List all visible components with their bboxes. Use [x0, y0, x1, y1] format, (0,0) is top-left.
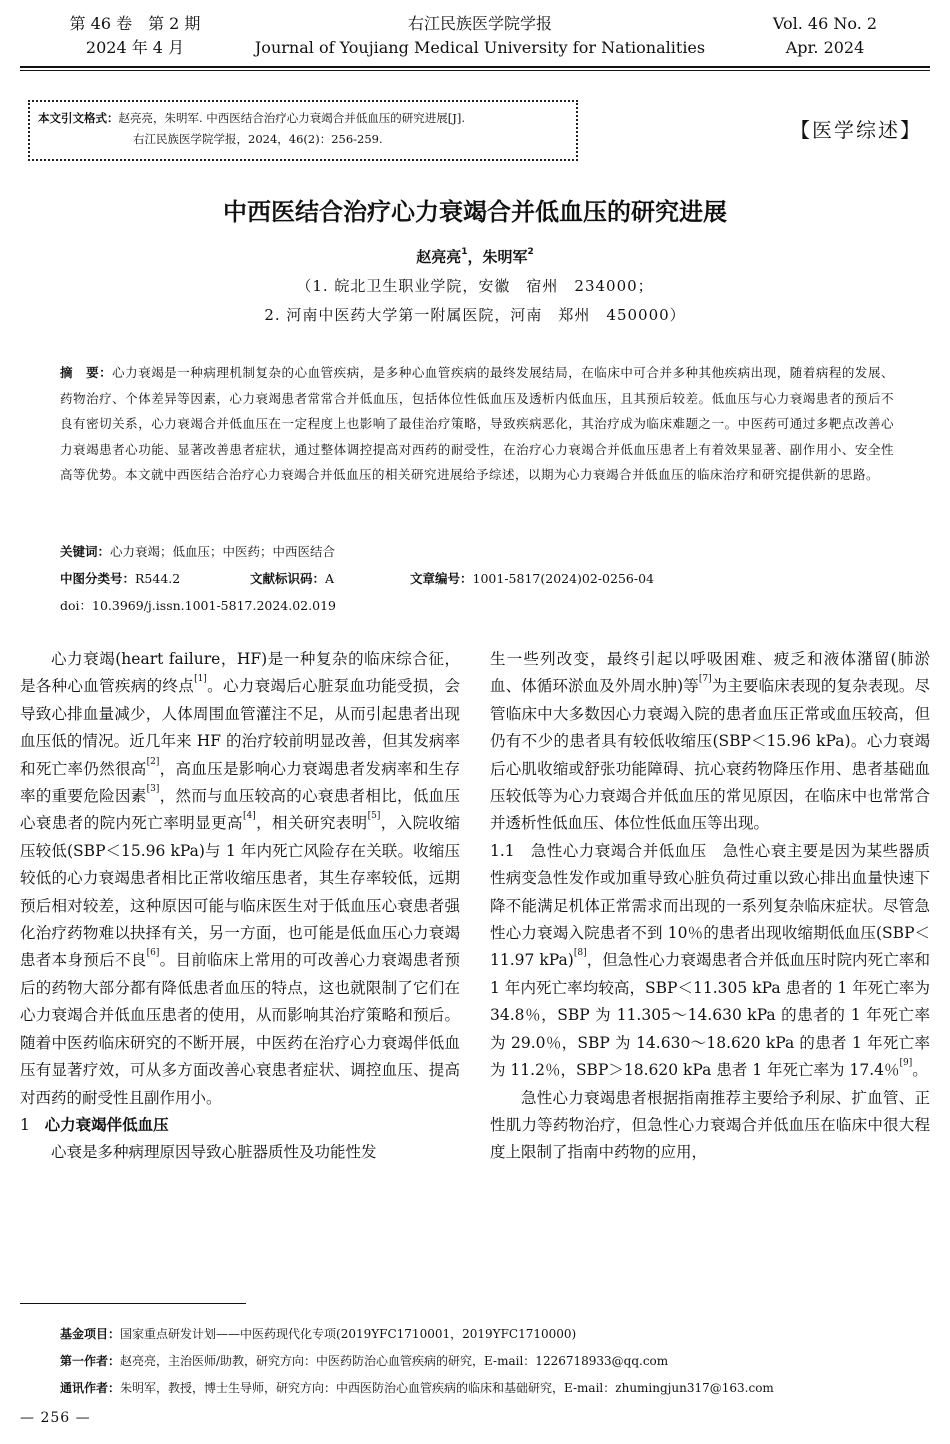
text-span: ，高血压是影响心力衰竭患者发病率和生存率的重要危险因素 — [20, 759, 460, 806]
body-column-right — [490, 646, 930, 1167]
article-no-label: 文章编号： — [410, 571, 473, 586]
ref-3[interactable]: [3] — [146, 784, 160, 795]
corresponding-author-text: 朱明军，教授，博士生导师，研究方向：中西医防治心血管疾病的临床和基础研究，E-mail：zhumingjun317@163.com — [120, 1381, 774, 1395]
doc-code-label: 文献标识码： — [250, 571, 326, 586]
text-span: 。心力衰竭后心脏泵血功能受损，会导致心排血量减少，人体周围血管灌注不足，从而引起患者出现血压低的情况。近几年来 HF 的治疗较前明显改善，但其发病率和死亡率仍然很高 — [20, 677, 460, 778]
author-sep: ， — [467, 248, 483, 266]
paragraph-section-1-1 — [490, 838, 930, 1085]
section-heading-1 — [20, 1112, 460, 1139]
header-rule-thin — [20, 70, 930, 71]
classification-line — [60, 569, 654, 587]
doc-code-value: A — [325, 571, 335, 586]
header-rule-thick — [20, 66, 930, 68]
date-cn: 2024 年 4 月 — [85, 38, 185, 57]
doi: doi：10.3969/j.issn.1001-5817.2024.02.019 — [60, 598, 336, 613]
text-span: ，相关研究表明 — [255, 814, 368, 833]
citation-label: 本文引文格式： — [38, 111, 119, 125]
text-span: ，但急性心力衰竭患者合并低血压时院内死亡率和 1 年内死亡率均较高，SBP＜11.305 kPa 患者的 1 年死亡率为 34.8％，SBP 为 11.305～14.630 kPa 的患者的 1 年死亡率为 29.0％，SBP 为 14.630～18.620 kPa 的患者 1 年死亡率为 11.2％，SBP＞18.620 kPa 患者 1 年死亡率为 17.4％ — [490, 951, 930, 1080]
text-span: 心力衰竭(heart failure，HF)是一种复杂的临床综合征，是各种心血管疾病的终点 — [20, 650, 460, 696]
first-author-label: 第一作者： — [60, 1354, 121, 1368]
page-number: — 256 — — [20, 1410, 91, 1426]
funding-label: 基金项目： — [60, 1327, 121, 1341]
clc-value: R544.2 — [135, 571, 181, 586]
paragraph-treatment: 急性心力衰竭患者根据指南推荐主要给予利尿、扩血管、正性肌力等药物治疗，但急性心力衰竭合并低血压在临床中很大程度上限制了指南中药物的应用， — [490, 1088, 930, 1162]
section-1-1-title: 急性心力衰竭合并低血压 — [530, 841, 707, 860]
header-center — [240, 12, 720, 60]
journal-name-en: Journal of Youjiang Medical University for Nationalities — [254, 38, 706, 57]
first-author-text: 赵亮亮，主治医师/助教，研究方向：中医药防治心血管疾病的研究，E-mail：1226718933@qq.com — [120, 1354, 669, 1368]
first-author-note — [60, 1351, 668, 1371]
running-header — [0, 12, 950, 68]
text-span: ，然而与血压较高的心衰患者相比，低血压心衰患者的院内死亡率明显更高 — [20, 787, 460, 833]
abstract-text: 心力衰竭是一种病理机制复杂的心血管疾病，是多种心血管疾病的最终发展结局，在临床中可合并多种其他疾病出现，随着病程的发展、药物治疗、个体差异等因素，心力衰竭患者常常合并低血压，包括体位性低血压及透析内低血压，且其预后较差。低血压与心力衰竭患者的预后不良有密切关系，心力衰竭合并低血压在一定程度上也影响了最佳治疗策略，导致疾病恶化，其治疗成为临床难题之一。中医药可通过多靶点改善心力衰竭患者心功能、显著改善患者症状，通过整体调控提高对西药的耐受性，在治疗心力衰竭合并低血压患者上有着效果显著、副作用小、安全性高等优势。本文就中西医结合治疗心力衰竭合并低血压的相关研究进展给予综述，以期为心力衰竭合并低血压的临床治疗和研究提供新的思路。 — [60, 365, 894, 482]
text-span: 生一些列改变，最终引起以呼吸困难、疲乏和液体潴留(肺淤血、体循环淤血及外周水肿)等 — [490, 650, 930, 696]
corresponding-author-label: 通讯作者： — [60, 1381, 121, 1395]
ref-9[interactable]: [9] — [899, 1058, 913, 1069]
text-span: 急性心衰主要是因为某些器质性病变急性发作或加重导致心脏负荷过重以致心排出血量快速下降不能满足机体正常需求而出现的一系列复杂临床症状。尽管急性心力衰竭入院患者不到 10％的患者出现收缩期低血压(SBP＜11.97 kPa) — [490, 841, 931, 970]
keywords-text: 心力衰竭；低血压；中医药；中西医结合 — [110, 544, 336, 559]
funding-text: 国家重点研发计划——中医药现代化专项(2019YFC1710001，2019YFC1710000) — [120, 1327, 577, 1341]
section-tag: 【医学综述】 — [790, 118, 922, 142]
author-1: 赵亮亮 — [416, 248, 462, 266]
text-span: ，入院收缩压较低(SBP＜15.96 kPa)与 1 年内死亡风险存在关联。收缩压较低的心力衰竭患者相比正常收缩压患者，其生存率较低，远期预后相对较差，这种原因可能与临床医生对于低血压心衰患者强化治疗药物难以抉择有关，另一方面，也可能是低血压心力衰竭患者本身预后不良 — [20, 814, 460, 970]
authors — [0, 246, 950, 267]
keywords — [60, 542, 335, 560]
section-1-number: 1 — [20, 1115, 30, 1134]
citation-line2: 右江民族医学院学报，2024，46(2)：256-259. — [133, 132, 383, 146]
citation-line1: 赵亮亮，朱明军. 中西医结合治疗心力衰竭合并低血压的研究进展[J]. — [118, 111, 466, 125]
text-span: 为主要临床表现的复杂表现。尽管临床中大多数因心力衰竭入院的患者血压正常或血压较高，但仍有不少的患者具有较低收缩压(SBP＜15.96 kPa)。心力衰竭后心肌收缩或舒张功能障碍、抗心衰药物降压作用、患者基础血压较低等为心力衰竭合并低血压的常见原因，在临床中也常常合并透析性低血压、体位性低血压等出现。 — [490, 677, 930, 833]
author-2: 朱明军 — [482, 248, 528, 266]
ref-7[interactable]: [7] — [698, 674, 712, 685]
section-1-1-number: 1.1 — [490, 841, 515, 860]
paragraph-section-1: 心衰是多种病理原因导致心脏器质性及功能性发 — [51, 1143, 377, 1162]
date-en: Apr. 2024 — [785, 38, 865, 57]
article-title: 中西医结合治疗心力衰竭合并低血压的研究进展 — [223, 198, 727, 226]
paragraph-intro — [20, 646, 460, 1112]
journal-name-cn: 右江民族医学院学报 — [407, 14, 552, 33]
volume-issue-en: Vol. 46 No. 2 — [772, 14, 878, 33]
keywords-label: 关键词： — [60, 544, 111, 559]
section-1-title: 心力衰竭伴低血压 — [44, 1115, 169, 1134]
body-column-left — [20, 646, 460, 1167]
ref-6[interactable]: [6] — [146, 948, 160, 959]
text-span: 。目前临床上常用的可改善心力衰竭患者预后的药物大部分都有降低患者血压的特点，这也就限制了它们在心力衰竭合并低血压患者的使用，从而影响其治疗策略和预后。随着中医药临床研究的不断开展，中医药在治疗心力衰竭伴低血压有显著疗效，可从多方面改善心衰患者症状、调控血压、提高对西药的耐受性且副作用小。 — [20, 951, 460, 1107]
ref-8[interactable]: [8] — [573, 948, 587, 959]
citation-text — [38, 108, 578, 150]
abstract — [60, 360, 894, 488]
affiliation-2: 2. 河南中医药大学第一附属医院，河南 郑州 450000） — [264, 306, 686, 324]
article-no-value: 1001-5817(2024)02-0256-04 — [472, 571, 654, 586]
ref-5[interactable]: [5] — [367, 811, 381, 822]
header-left — [55, 12, 215, 60]
abstract-label: 摘 要： — [60, 365, 113, 380]
affiliation-1: （1. 皖北卫生职业学院，安徽 宿州 234000； — [296, 277, 654, 295]
volume-issue-cn: 第 46 卷 第 2 期 — [69, 14, 201, 33]
text-span: 。 — [912, 1061, 928, 1080]
ref-1[interactable]: [1] — [194, 674, 207, 685]
author-2-affil: 2 — [527, 247, 534, 257]
funding-note — [60, 1324, 576, 1344]
author-1-affil: 1 — [461, 247, 468, 257]
footnote-rule — [20, 1303, 246, 1304]
corresponding-author-note — [60, 1378, 774, 1398]
paragraph-continued — [490, 646, 930, 838]
ref-4[interactable]: [4] — [242, 811, 256, 822]
header-right — [745, 12, 905, 60]
ref-2[interactable]: [2] — [146, 756, 160, 767]
clc-label: 中图分类号： — [60, 571, 136, 586]
